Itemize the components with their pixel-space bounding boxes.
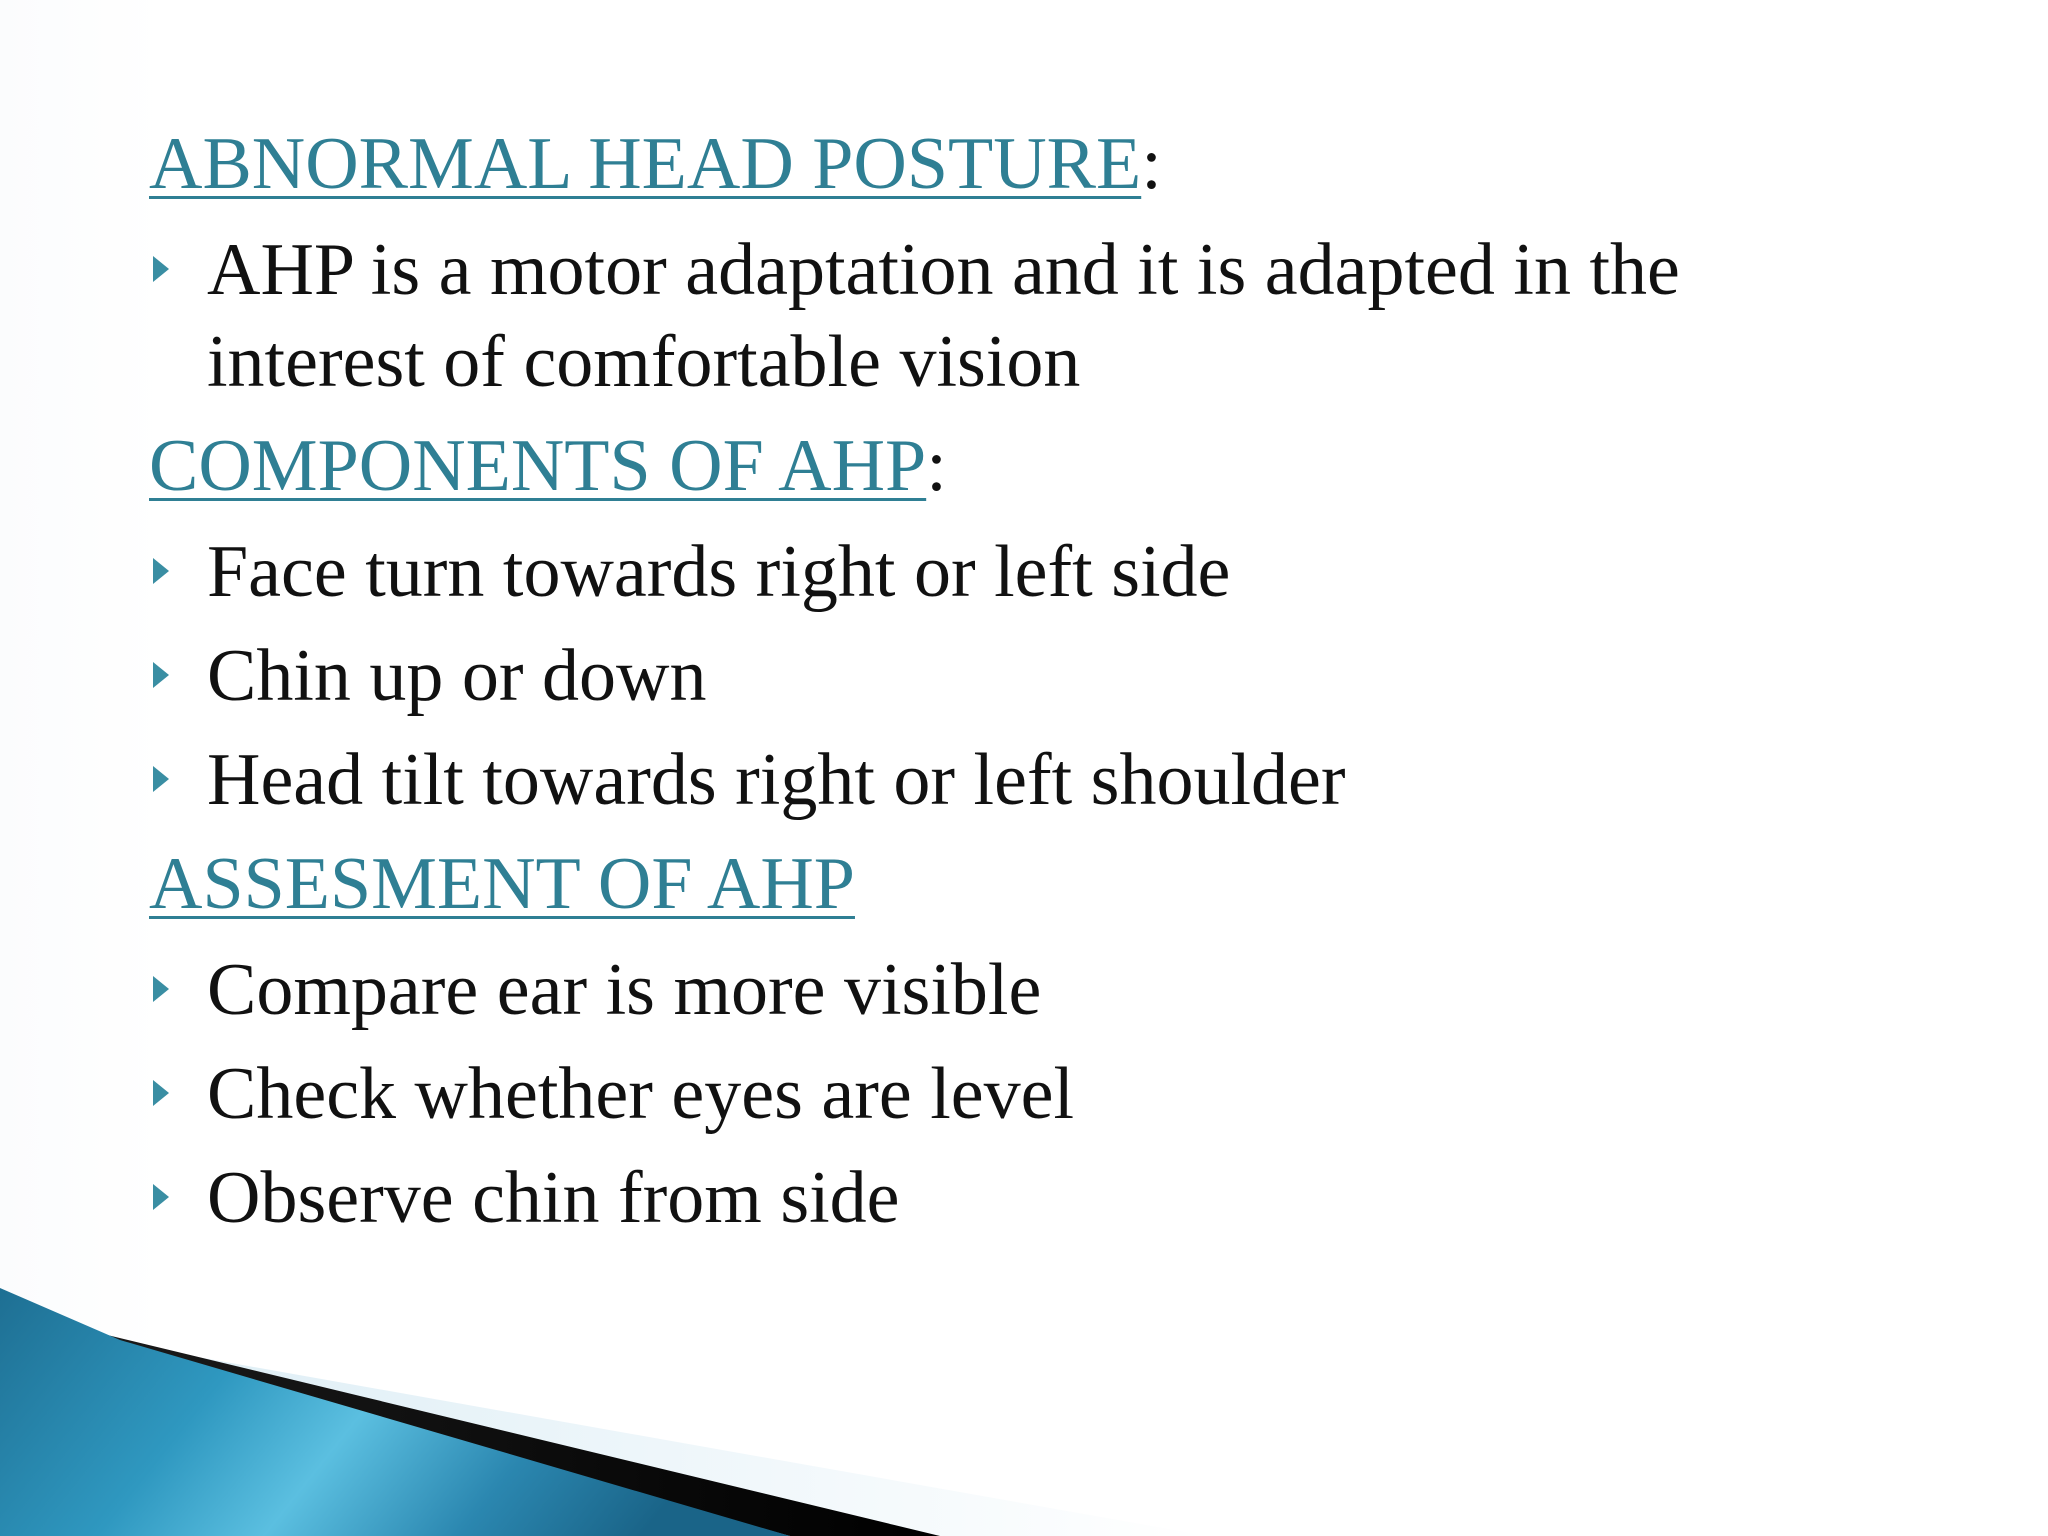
slide-content bbox=[149, 118, 1899, 1256]
heading-colon: : bbox=[1141, 123, 1162, 205]
heading-components-of-ahp bbox=[149, 420, 1899, 512]
bullet-item bbox=[149, 944, 1899, 1036]
bullet-text: Face turn towards right or left side bbox=[207, 531, 1231, 613]
bullet-text: Check whether eyes are level bbox=[207, 1053, 1075, 1135]
bullet-text: Observe chin from side bbox=[207, 1157, 900, 1239]
bullet-text: Head tilt towards right or left shoulder bbox=[207, 739, 1346, 821]
triangle-bullet-icon bbox=[151, 1182, 171, 1212]
triangle-bullet-icon bbox=[151, 254, 171, 284]
bullet-text: Compare ear is more visible bbox=[207, 949, 1042, 1031]
bullet-item bbox=[149, 526, 1899, 618]
heading-text: COMPONENTS OF AHP bbox=[149, 425, 927, 507]
heading-assessment-of-ahp bbox=[149, 838, 1899, 930]
triangle-bullet-icon bbox=[151, 764, 171, 794]
bullet-item bbox=[149, 1152, 1899, 1244]
triangle-bullet-icon bbox=[151, 660, 171, 690]
triangle-bullet-icon bbox=[151, 556, 171, 586]
bullet-text: AHP is a motor adaptation and it is adapted in the interest of comfortable vision bbox=[207, 229, 1680, 403]
heading-abnormal-head-posture bbox=[149, 118, 1899, 210]
heading-colon: : bbox=[926, 425, 947, 507]
bullet-item bbox=[149, 630, 1899, 722]
triangle-bullet-icon bbox=[151, 974, 171, 1004]
triangle-bullet-icon bbox=[151, 1078, 171, 1108]
bullet-item bbox=[149, 224, 1827, 408]
bullet-item bbox=[149, 734, 1899, 826]
heading-text: ABNORMAL HEAD POSTURE bbox=[149, 123, 1142, 205]
bullet-text: Chin up or down bbox=[207, 635, 707, 717]
heading-text: ASSESMENT OF AHP bbox=[149, 843, 855, 925]
bullet-item bbox=[149, 1048, 1899, 1140]
